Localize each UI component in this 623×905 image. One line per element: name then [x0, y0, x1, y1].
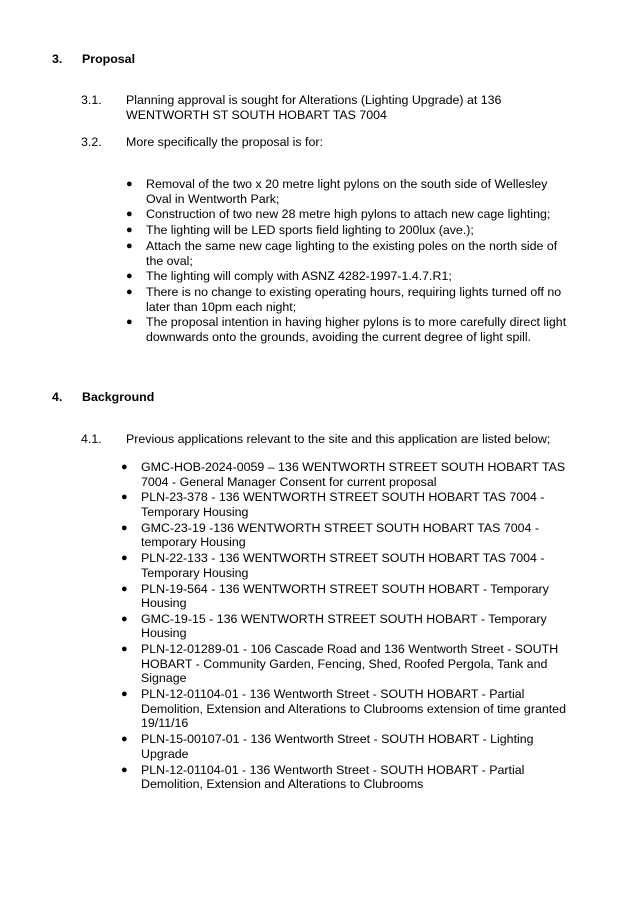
bullet-icon: ● [121, 582, 128, 595]
list-item: ● PLN-12-01104-01 - 136 Wentworth Street - SOUTH HOBART - Partial Demolition, Extension and Alterations to Clubrooms [121, 762, 525, 792]
list-item: ● Construction of two new 28 metre high pylons to attach new cage lighting; [126, 207, 551, 222]
bullet-icon: ● [121, 491, 128, 504]
bullet-icon: ● [126, 224, 133, 237]
list-item: ● The proposal intention in having higher pylons is to more carefully direct light downwards onto the grounds, avoiding the current degree of light spill. [126, 315, 567, 345]
clause-text: Previous applications relevant to the site and this application are listed below; [126, 432, 551, 446]
proposal-bullet-list [126, 177, 571, 346]
bullet-icon: ● [121, 643, 128, 656]
list-item: ● GMC-HOB-2024-0059 – 136 WENTWORTH STREET SOUTH HOBART TAS 7004 - General Manager Consent for current proposal [121, 460, 566, 489]
list-item: ● GMC-19-15 - 136 WENTWORTH STREET SOUTH HOBART - Temporary Housing [121, 611, 547, 641]
section-number: 4. [52, 390, 63, 404]
section-title: Background [82, 390, 155, 404]
bullet-icon: ● [121, 612, 128, 625]
list-item: ● PLN-19-564 - 136 WENTWORTH STREET SOUTH HOBART - Temporary Housing [121, 581, 549, 611]
clause-text: More specifically the proposal is for: [126, 135, 323, 149]
list-item: ● There is no change to existing operating hours, requiring lights turned off no later than 10pm each night; [126, 285, 562, 314]
bullet-icon: ● [121, 688, 128, 701]
clause-number: 3.2. [81, 135, 102, 149]
clause-number: 4.1. [81, 432, 102, 446]
list-item: ● GMC-23-19 -136 WENTWORTH STREET SOUTH HOBART TAS 7004 - temporary Housing [121, 520, 539, 550]
list-item: ● The lighting will be LED sports field lighting to 200lux (ave.); [126, 223, 474, 238]
list-item: ● Attach the same new cage lighting to the existing poles on the north side of the oval; [126, 238, 558, 268]
list-item: ● PLN-12-01104-01 - 136 Wentworth Street - SOUTH HOBART - Partial Demolition, Extension and Alterations to Clubrooms extension of time granted 19/11/16 [121, 687, 566, 731]
bullet-icon: ● [121, 733, 128, 746]
list-item: ● PLN-15-00107-01 - 136 Wentworth Street - SOUTH HOBART - Lighting Upgrade [121, 732, 534, 761]
section-number: 3. [52, 52, 63, 66]
bullet-icon: ● [121, 552, 128, 565]
bullet-icon: ● [121, 461, 128, 473]
bullet-icon: ● [126, 208, 133, 221]
list-item: ● The lighting will comply with ASNZ 4282-1997-1.4.7.R1; [126, 269, 452, 284]
clause-text: Planning approval is sought for Alterations (Lighting Upgrade) at 136 WENTWORTH ST SOUTH HOBART TAS 7004 [126, 93, 502, 122]
bullet-icon: ● [126, 270, 133, 283]
bullet-icon: ● [126, 286, 133, 299]
list-item: ● PLN-12-01289-01 - 106 Cascade Road and 136 Wentworth Street - SOUTH HOBART - Community Garden, Fencing, Shed, Roofed Pergola, Tank and Signage [121, 642, 559, 686]
bullet-icon: ● [121, 763, 128, 776]
bullet-icon: ● [126, 316, 133, 329]
section-title: Proposal [82, 52, 136, 66]
bullet-icon: ● [126, 178, 133, 190]
application-history-list [121, 460, 571, 793]
clause-number: 3.1. [81, 93, 102, 107]
list-item: ● PLN-23-378 - 136 WENTWORTH STREET SOUTH HOBART TAS 7004 - Temporary Housing [121, 490, 545, 519]
list-item: ● Removal of the two x 20 metre light pylons on the south side of Wellesley Oval in Wentworth Park; [126, 177, 548, 206]
bullet-icon: ● [126, 239, 133, 252]
bullet-icon: ● [121, 521, 128, 534]
list-item: ● PLN-22-133 - 136 WENTWORTH STREET SOUTH HOBART TAS 7004 - Temporary Housing [121, 551, 545, 580]
